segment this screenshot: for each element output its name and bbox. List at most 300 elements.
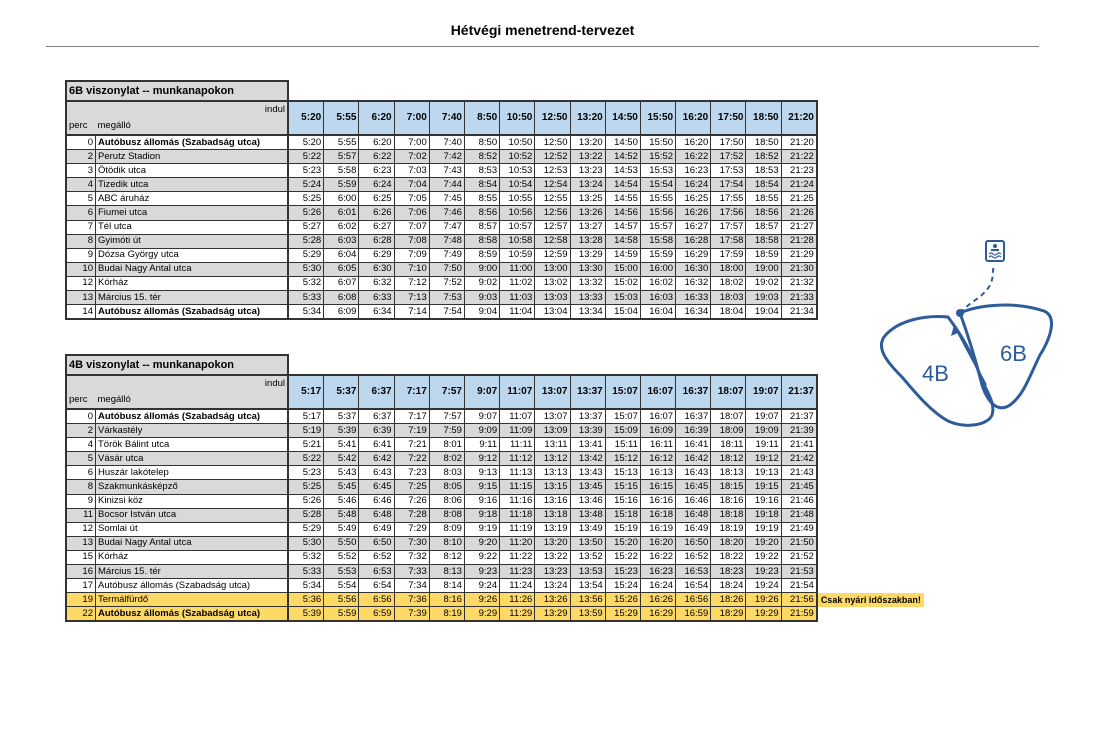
- time-cell: 16:37: [676, 409, 711, 424]
- time-cell: 18:00: [711, 262, 746, 276]
- time-cell: 16:11: [640, 438, 675, 452]
- time-cell: 11:19: [500, 522, 535, 536]
- time-cell: 5:25: [288, 480, 324, 494]
- time-cell: 18:58: [746, 234, 781, 248]
- departure-time: 5:17: [288, 375, 324, 409]
- time-cell: 8:05: [429, 480, 464, 494]
- perc-cell: 2: [66, 424, 96, 438]
- departure-time: 14:50: [605, 101, 640, 135]
- title-row: [66, 355, 924, 375]
- time-cell: 16:50: [676, 536, 711, 550]
- time-cell: 7:28: [394, 508, 429, 522]
- time-cell: 11:15: [500, 480, 535, 494]
- departure-time: 21:20: [781, 101, 817, 135]
- time-cell: 13:26: [535, 593, 570, 607]
- time-cell: 16:22: [676, 150, 711, 164]
- table-row: [66, 466, 924, 480]
- time-cell: 13:29: [570, 248, 605, 262]
- time-cell: 7:21: [394, 438, 429, 452]
- time-cell: 5:17: [288, 409, 324, 424]
- stop-name-cell: Vásár utca: [96, 452, 289, 466]
- stop-name-cell: Autóbusz állomás (Szabadság utca): [96, 579, 289, 593]
- time-cell: 16:32: [676, 276, 711, 290]
- perc-cell: 0: [66, 135, 96, 150]
- perc-header: perc: [66, 392, 96, 409]
- stop-name-cell: Dózsa György utca: [96, 248, 289, 262]
- time-cell: 15:11: [605, 438, 640, 452]
- departure-time: 6:37: [359, 375, 394, 409]
- table-row: [66, 276, 817, 290]
- time-cell: 19:24: [746, 579, 781, 593]
- stop-name-cell: Somlai út: [96, 522, 289, 536]
- time-cell: 15:20: [605, 536, 640, 550]
- time-cell: 12:58: [535, 234, 570, 248]
- time-cell: 11:24: [500, 579, 535, 593]
- spacer: [288, 355, 817, 375]
- time-cell: 7:17: [394, 409, 429, 424]
- time-cell: 12:59: [535, 248, 570, 262]
- time-cell: 18:57: [746, 220, 781, 234]
- time-cell: 5:23: [288, 466, 324, 480]
- time-cell: 16:02: [640, 276, 675, 290]
- time-cell: 15:53: [640, 164, 675, 178]
- time-cell: 10:52: [500, 150, 535, 164]
- time-cell: 21:33: [781, 291, 817, 305]
- time-cell: 7:10: [394, 262, 429, 276]
- time-cell: 13:42: [570, 452, 605, 466]
- time-cell: 21:27: [781, 220, 817, 234]
- time-cell: 13:09: [535, 424, 570, 438]
- time-cell: 6:48: [359, 508, 394, 522]
- time-cell: 17:53: [711, 164, 746, 178]
- time-cell: 21:48: [781, 508, 817, 522]
- time-cell: 21:30: [781, 262, 817, 276]
- time-cell: 21:46: [781, 494, 817, 508]
- time-cell: 8:06: [429, 494, 464, 508]
- time-cell: 13:22: [535, 550, 570, 564]
- time-cell: 7:22: [394, 452, 429, 466]
- time-cell: 10:55: [500, 192, 535, 206]
- time-cell: 9:16: [464, 494, 499, 508]
- time-cell: 16:23: [640, 565, 675, 579]
- time-cell: 16:03: [640, 291, 675, 305]
- time-cell: 6:20: [359, 135, 394, 150]
- time-cell: 8:19: [429, 607, 464, 622]
- perc-cell: 11: [66, 508, 96, 522]
- time-cell: 13:26: [570, 206, 605, 220]
- time-cell: 7:04: [394, 178, 429, 192]
- time-cell: 16:33: [676, 291, 711, 305]
- time-cell: 8:50: [464, 135, 499, 150]
- timetable-6b: [65, 80, 818, 320]
- time-cell: 14:59: [605, 248, 640, 262]
- time-cell: 10:56: [500, 206, 535, 220]
- time-cell: 13:00: [535, 262, 570, 276]
- time-cell: 8:56: [464, 206, 499, 220]
- time-cell: 15:29: [605, 607, 640, 622]
- time-cell: 11:02: [500, 276, 535, 290]
- time-cell: 5:54: [324, 579, 359, 593]
- time-cell: 13:45: [570, 480, 605, 494]
- time-cell: 13:04: [535, 305, 570, 320]
- time-cell: 21:23: [781, 164, 817, 178]
- time-cell: 21:39: [781, 424, 817, 438]
- time-cell: 5:56: [324, 593, 359, 607]
- time-cell: 16:34: [676, 305, 711, 320]
- time-cell: 12:50: [535, 135, 570, 150]
- stop-name-cell: Budai Nagy Antal utca: [96, 536, 289, 550]
- table-row: [66, 164, 817, 178]
- time-cell: 18:24: [711, 579, 746, 593]
- time-cell: 21:24: [781, 178, 817, 192]
- time-cell: 5:23: [288, 164, 324, 178]
- time-cell: 16:26: [640, 593, 675, 607]
- time-cell: 12:57: [535, 220, 570, 234]
- time-cell: 13:32: [570, 276, 605, 290]
- time-cell: 19:00: [746, 262, 781, 276]
- time-cell: 14:58: [605, 234, 640, 248]
- time-cell: 7:13: [394, 291, 429, 305]
- table-row: [66, 192, 817, 206]
- time-cell: 18:50: [746, 135, 781, 150]
- time-cell: 16:45: [676, 480, 711, 494]
- time-cell: 7:09: [394, 248, 429, 262]
- time-cell: 7:53: [429, 291, 464, 305]
- time-cell: 15:04: [605, 305, 640, 320]
- perc-cell: 22: [66, 607, 96, 622]
- time-cell: 17:55: [711, 192, 746, 206]
- time-cell: 6:50: [359, 536, 394, 550]
- departure-time: 16:20: [676, 101, 711, 135]
- perc-cell: 10: [66, 262, 96, 276]
- table-row: [66, 220, 817, 234]
- time-cell: 17:52: [711, 150, 746, 164]
- time-cell: 15:58: [640, 234, 675, 248]
- time-cell: 8:58: [464, 234, 499, 248]
- megallo-header: megálló: [96, 118, 289, 135]
- perc-cell: 8: [66, 234, 96, 248]
- page-title: Hétvégi menetrend-tervezet: [450, 22, 635, 38]
- time-cell: 7:08: [394, 234, 429, 248]
- stop-name-cell: Autóbusz állomás (Szabadság utca): [96, 305, 289, 320]
- stop-name-cell: Várkastély: [96, 424, 289, 438]
- time-cell: 16:28: [676, 234, 711, 248]
- time-cell: 10:57: [500, 220, 535, 234]
- time-cell: 16:56: [676, 593, 711, 607]
- time-cell: 7:19: [394, 424, 429, 438]
- time-cell: 18:09: [711, 424, 746, 438]
- time-cell: 11:20: [500, 536, 535, 550]
- time-cell: 7:02: [394, 150, 429, 164]
- time-cell: 7:29: [394, 522, 429, 536]
- time-cell: 15:00: [605, 262, 640, 276]
- perc-cell: 9: [66, 494, 96, 508]
- departure-time: 21:37: [781, 375, 817, 409]
- spacer: [288, 81, 817, 101]
- departure-time: 7:40: [429, 101, 464, 135]
- departure-time: 13:07: [535, 375, 570, 409]
- time-cell: 8:55: [464, 192, 499, 206]
- stop-name-cell: Tizedik utca: [96, 178, 289, 192]
- time-cell: 21:34: [781, 305, 817, 320]
- departure-time: 11:07: [500, 375, 535, 409]
- time-cell: 6:00: [324, 192, 359, 206]
- time-cell: 18:29: [711, 607, 746, 622]
- time-cell: 15:26: [605, 593, 640, 607]
- stop-name-cell: Tél utca: [96, 220, 289, 234]
- time-cell: 6:25: [359, 192, 394, 206]
- time-cell: 16:39: [676, 424, 711, 438]
- stop-name-cell: Török Bálint utca: [96, 438, 289, 452]
- departure-time: 5:20: [288, 101, 324, 135]
- time-cell: 21:28: [781, 234, 817, 248]
- perc-cell: 9: [66, 248, 96, 262]
- time-cell: 16:26: [676, 206, 711, 220]
- time-cell: 19:16: [746, 494, 781, 508]
- time-cell: 5:26: [288, 494, 324, 508]
- time-cell: 13:07: [535, 409, 570, 424]
- time-cell: 16:52: [676, 550, 711, 564]
- time-cell: 13:25: [570, 192, 605, 206]
- table-row: [66, 579, 924, 593]
- time-cell: 7:26: [394, 494, 429, 508]
- stop-name-cell: Kórház: [96, 550, 289, 564]
- time-cell: 15:02: [605, 276, 640, 290]
- time-cell: 6:49: [359, 522, 394, 536]
- time-cell: 5:34: [288, 305, 324, 320]
- time-cell: 16:53: [676, 565, 711, 579]
- time-cell: 6:07: [324, 276, 359, 290]
- table-row: [66, 508, 924, 522]
- time-cell: 13:30: [570, 262, 605, 276]
- stop-name-cell: ABC áruház: [96, 192, 289, 206]
- route-label-6b: 6B: [1000, 341, 1027, 366]
- time-cell: 16:16: [640, 494, 675, 508]
- table-row: [66, 305, 817, 320]
- time-cell: 16:04: [640, 305, 675, 320]
- time-cell: 18:20: [711, 536, 746, 550]
- time-cell: 14:52: [605, 150, 640, 164]
- time-cell: 13:33: [570, 291, 605, 305]
- title-row: [66, 81, 817, 101]
- time-cell: 13:20: [570, 135, 605, 150]
- table-row: [66, 607, 924, 622]
- time-cell: 16:22: [640, 550, 675, 564]
- time-cell: 19:13: [746, 466, 781, 480]
- time-cell: 7:36: [394, 593, 429, 607]
- time-cell: 15:57: [640, 220, 675, 234]
- time-cell: 13:46: [570, 494, 605, 508]
- time-cell: 7:34: [394, 579, 429, 593]
- time-cell: 11:16: [500, 494, 535, 508]
- timetable-4b: [65, 354, 925, 622]
- time-cell: 5:34: [288, 579, 324, 593]
- time-cell: 21:37: [781, 409, 817, 424]
- time-cell: 13:13: [535, 466, 570, 480]
- time-cell: 7:32: [394, 550, 429, 564]
- departure-row: [66, 101, 817, 118]
- time-cell: 6:52: [359, 550, 394, 564]
- time-cell: 7:33: [394, 565, 429, 579]
- time-cell: 16:00: [640, 262, 675, 276]
- time-cell: 19:02: [746, 276, 781, 290]
- time-cell: 9:13: [464, 466, 499, 480]
- time-cell: 18:04: [711, 305, 746, 320]
- time-cell: 21:22: [781, 150, 817, 164]
- time-cell: 13:15: [535, 480, 570, 494]
- stop-name-cell: Március 15. tér: [96, 565, 289, 579]
- departure-time: 16:07: [640, 375, 675, 409]
- table-row: [66, 291, 817, 305]
- table-title: 6B viszonylat -- munkanapokon: [66, 81, 288, 101]
- time-cell: 5:33: [288, 291, 324, 305]
- time-cell: 9:18: [464, 508, 499, 522]
- time-cell: 16:13: [640, 466, 675, 480]
- time-cell: 15:03: [605, 291, 640, 305]
- time-cell: 5:59: [324, 607, 359, 622]
- time-cell: 12:54: [535, 178, 570, 192]
- time-cell: 5:37: [324, 409, 359, 424]
- time-cell: 6:26: [359, 206, 394, 220]
- stop-name-cell: Huszár lakótelep: [96, 466, 289, 480]
- time-cell: 21:56: [781, 593, 817, 607]
- time-cell: 19:12: [746, 452, 781, 466]
- time-cell: 9:04: [464, 305, 499, 320]
- time-cell: 9:00: [464, 262, 499, 276]
- time-cell: 17:56: [711, 206, 746, 220]
- time-cell: 6:32: [359, 276, 394, 290]
- time-cell: 8:57: [464, 220, 499, 234]
- time-cell: 5:42: [324, 452, 359, 466]
- time-cell: 6:28: [359, 234, 394, 248]
- time-cell: 7:05: [394, 192, 429, 206]
- time-cell: 5:39: [288, 607, 324, 622]
- time-cell: 16:19: [640, 522, 675, 536]
- time-cell: 16:29: [640, 607, 675, 622]
- time-cell: 17:58: [711, 234, 746, 248]
- time-cell: 11:18: [500, 508, 535, 522]
- time-cell: 6:54: [359, 579, 394, 593]
- stop-name-cell: Perutz Stadion: [96, 150, 289, 164]
- stop-name-cell: Kórház: [96, 276, 289, 290]
- perc-cell: 7: [66, 220, 96, 234]
- time-cell: 7:46: [429, 206, 464, 220]
- time-cell: 21:25: [781, 192, 817, 206]
- time-cell: 14:56: [605, 206, 640, 220]
- time-cell: 5:52: [324, 550, 359, 564]
- time-cell: 21:49: [781, 522, 817, 536]
- time-cell: 13:18: [535, 508, 570, 522]
- time-cell: 16:54: [676, 579, 711, 593]
- time-cell: 16:25: [676, 192, 711, 206]
- time-cell: 7:52: [429, 276, 464, 290]
- perc-cell: 0: [66, 409, 96, 424]
- time-cell: 16:30: [676, 262, 711, 276]
- table-row: [66, 494, 924, 508]
- table-title: 4B viszonylat -- munkanapokon: [66, 355, 288, 375]
- time-cell: 13:52: [570, 550, 605, 564]
- perc-cell: 6: [66, 206, 96, 220]
- stop-name-cell: Fiumei utca: [96, 206, 289, 220]
- departure-time: 18:50: [746, 101, 781, 135]
- time-cell: 10:54: [500, 178, 535, 192]
- time-cell: 13:49: [570, 522, 605, 536]
- time-cell: 5:41: [324, 438, 359, 452]
- time-cell: 21:59: [781, 607, 817, 622]
- time-cell: 5:57: [324, 150, 359, 164]
- time-cell: 13:12: [535, 452, 570, 466]
- perc-cell: 16: [66, 565, 96, 579]
- time-cell: 21:54: [781, 579, 817, 593]
- time-cell: 13:28: [570, 234, 605, 248]
- time-cell: 18:12: [711, 452, 746, 466]
- time-cell: 16:27: [676, 220, 711, 234]
- time-cell: 6:37: [359, 409, 394, 424]
- time-cell: 11:23: [500, 565, 535, 579]
- time-cell: 5:49: [324, 522, 359, 536]
- time-cell: 16:43: [676, 466, 711, 480]
- time-cell: 9:07: [464, 409, 499, 424]
- time-cell: 19:26: [746, 593, 781, 607]
- perc-cell: 2: [66, 150, 96, 164]
- time-cell: 15:15: [605, 480, 640, 494]
- time-cell: 13:03: [535, 291, 570, 305]
- time-cell: 6:02: [324, 220, 359, 234]
- time-cell: 8:10: [429, 536, 464, 550]
- time-cell: 11:29: [500, 607, 535, 622]
- time-cell: 13:24: [535, 579, 570, 593]
- time-cell: 12:56: [535, 206, 570, 220]
- time-cell: 14:50: [605, 135, 640, 150]
- perc-cell: 14: [66, 305, 96, 320]
- departure-time: 17:50: [711, 101, 746, 135]
- time-cell: 6:29: [359, 248, 394, 262]
- time-cell: 11:03: [500, 291, 535, 305]
- time-cell: 13:39: [570, 424, 605, 438]
- table-row: [66, 536, 924, 550]
- time-cell: 6:34: [359, 305, 394, 320]
- time-cell: 14:53: [605, 164, 640, 178]
- stop-name-cell: Termálfürdő: [96, 593, 289, 607]
- time-cell: 17:54: [711, 178, 746, 192]
- time-cell: 15:13: [605, 466, 640, 480]
- departure-time: 5:55: [324, 101, 359, 135]
- time-cell: 15:23: [605, 565, 640, 579]
- stop-name-cell: Március 15. tér: [96, 291, 289, 305]
- departure-time: 13:20: [570, 101, 605, 135]
- time-cell: 21:32: [781, 276, 817, 290]
- table-row: [66, 248, 817, 262]
- time-cell: 7:07: [394, 220, 429, 234]
- departure-time: 19:07: [746, 375, 781, 409]
- time-cell: 9:15: [464, 480, 499, 494]
- time-cell: 9:11: [464, 438, 499, 452]
- time-cell: 15:52: [640, 150, 675, 164]
- time-cell: 9:26: [464, 593, 499, 607]
- time-cell: 7:06: [394, 206, 429, 220]
- time-cell: 21:52: [781, 550, 817, 564]
- table-row: [66, 565, 924, 579]
- time-cell: 5:32: [288, 550, 324, 564]
- time-cell: 16:29: [676, 248, 711, 262]
- time-cell: 13:24: [570, 178, 605, 192]
- time-cell: 10:53: [500, 164, 535, 178]
- time-cell: 11:07: [500, 409, 535, 424]
- perc-cell: 4: [66, 178, 96, 192]
- time-cell: 7:59: [429, 424, 464, 438]
- time-cell: 18:15: [711, 480, 746, 494]
- time-cell: 15:07: [605, 409, 640, 424]
